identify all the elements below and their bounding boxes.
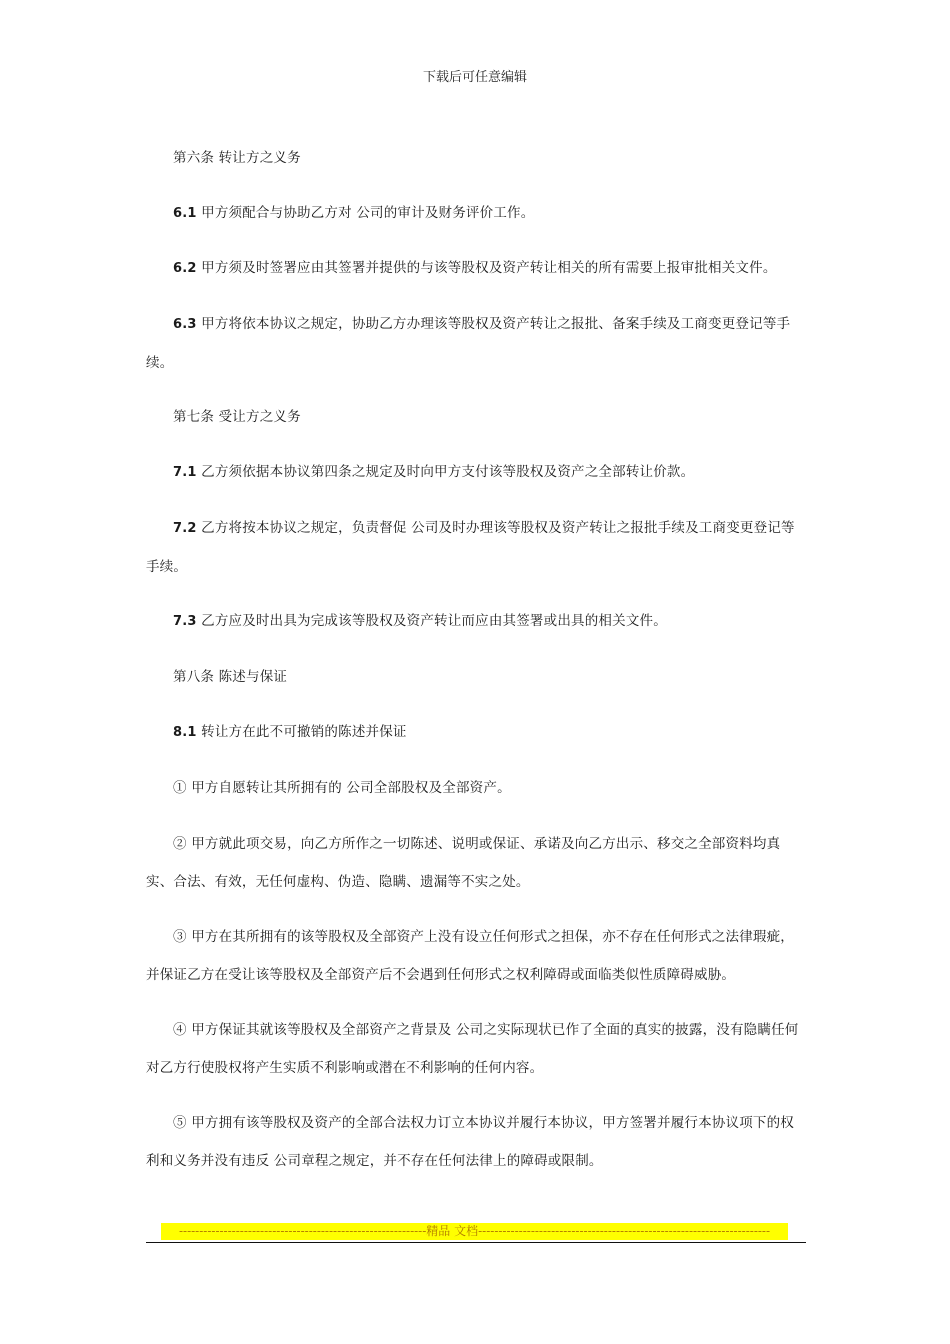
clause-number: 7.1 [173,465,197,480]
page-header: 下载后可任意编辑 [422,70,527,85]
warranty-item-5 [146,1104,806,1180]
warranty-item-3 [146,918,806,994]
paragraph-text: 第七条 受让方之义务 [173,409,301,425]
paragraph-text: ② 甲方就此项交易，向乙方所作之一切陈述、说明或保证、承诺及向乙方出示、移交之全部资料均真实、合法、有效，无任何虚构、伪造、隐瞒、遗漏等不实之处。 [146,836,781,890]
article-8-heading [146,658,806,696]
clause-6-2 [146,249,806,288]
footer-divider [146,1242,806,1243]
paragraph-text: 甲方将依本协议之规定，协助乙方办理该等股权及资产转让之报批、备案手续及工商变更登记等手续。 [146,316,791,371]
paragraph-text: ③ 甲方在其所拥有的该等股权及全部资产上没有设立任何形式之担保，亦不存在任何形式之法律瑕疵，并保证乙方在受让该等股权及全部资产后不会遇到任何形式之权利障碍或面临类似性质障碍威胁。 [146,929,794,983]
clause-7-1 [146,453,806,492]
warranty-item-2 [146,825,806,901]
paragraph-text: 甲方须配合与协助乙方对 公司的审计及财务评价工作。 [196,205,535,221]
clause-8-1 [146,713,806,752]
clause-7-2 [146,509,806,586]
clause-7-3 [146,602,806,641]
warranty-item-1 [146,769,806,807]
paragraph-text: 乙方须依据本协议第四条之规定及时向甲方支付该等股权及资产之全部转让价款。 [196,464,695,480]
paragraph-text: ⑤ 甲方拥有该等股权及资产的全部合法权力订立本协议并履行本协议，甲方签署并履行本协议项下的权利和义务并没有违反 公司章程之规定，并不存在任何法律上的障碍或限制。 [146,1115,794,1169]
clause-number: 6.1 [173,206,197,221]
clause-number: 8.1 [173,725,197,740]
paragraph-text: ① 甲方自愿转让其所拥有的 公司全部股权及全部资产。 [173,780,511,796]
paragraph-text: 转让方在此不可撤销的陈述并保证 [196,724,407,740]
paragraph-text: 甲方须及时签署应由其签署并提供的与该等股权及资产转让相关的所有需要上报审批相关文件。 [196,260,777,276]
article-7-heading [146,398,806,436]
paragraph-text: 乙方应及时出具为完成该等股权及资产转让而应由其签署或出具的相关文件。 [196,613,667,629]
paragraph-text: 第八条 陈述与保证 [173,669,288,685]
article-6-heading [146,139,806,177]
clause-number: 7.2 [173,521,197,536]
paragraph-text: 第六条 转让方之义务 [173,150,301,166]
footer-watermark-band: -------------------------------------------------------------精品 文档------------------------------------------------------------------------ [161,1223,788,1240]
paragraph-text: ④ 甲方保证其就该等股权及全部资产之背景及 公司之实际现状已作了全面的真实的披露，没有隐瞒任何对乙方行使股权将产生实质不利影响或潜在不利影响的任何内容。 [146,1022,799,1076]
warranty-item-4 [146,1011,806,1087]
clause-number: 6.3 [173,317,197,332]
clause-number: 6.2 [173,261,197,276]
clause-6-3 [146,305,806,382]
clause-number: 7.3 [173,614,197,629]
clause-6-1 [146,194,806,233]
paragraph-text: 乙方将按本协议之规定，负责督促 公司及时办理该等股权及资产转让之报批手续及工商变更登记等手续。 [146,520,795,575]
